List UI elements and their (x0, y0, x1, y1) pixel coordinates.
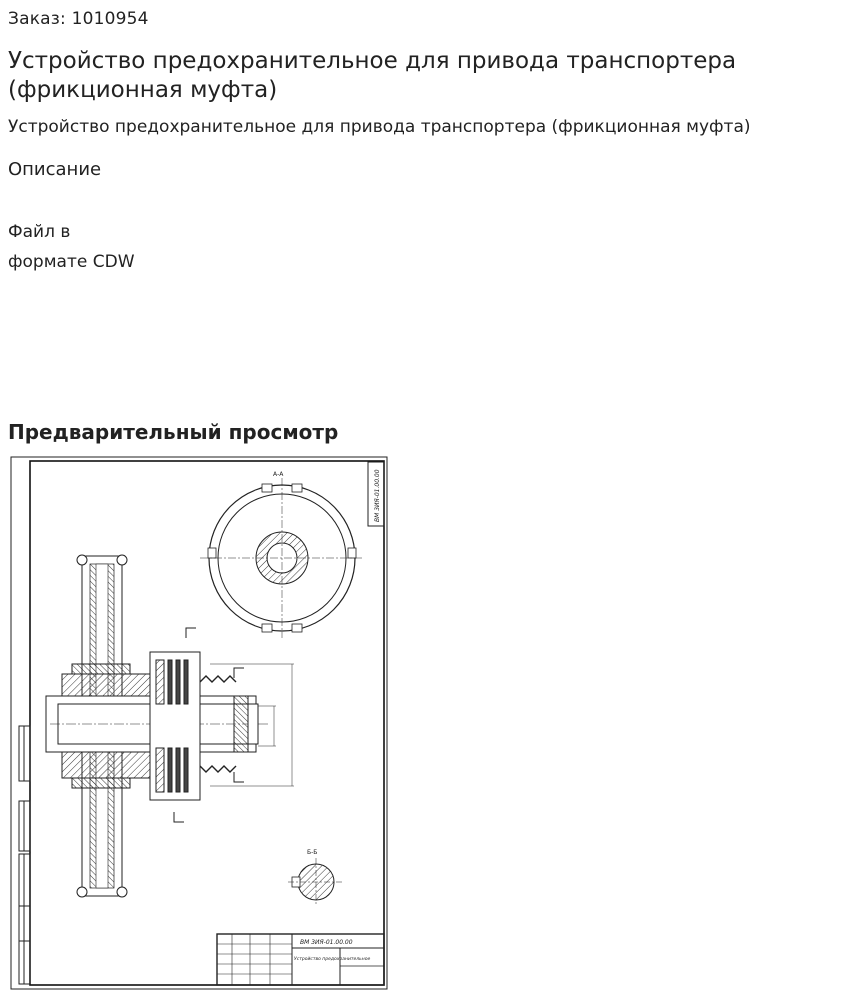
file-format-line-2: формате CDW (8, 252, 135, 272)
description-heading: Описание (8, 159, 102, 180)
order-number: Заказ: 1010954 (8, 9, 149, 29)
side-code-text: ВМ 3ИЯ-01.00.00 (374, 469, 381, 522)
stamp-name-text: Устройство предохранительное (294, 957, 371, 962)
preview-heading: Предварительный просмотр (8, 420, 339, 444)
drawing-preview-image[interactable] (10, 456, 388, 990)
product-subtitle: Устройство предохранительное для привода транспортера (фрикционная муфта) (8, 117, 751, 137)
product-title: Устройство предохранительное для привода транспортера (фрикционная муфта) (8, 48, 737, 103)
section-aa-label: А-А (273, 471, 284, 478)
file-format-line-1: Файл в (8, 222, 71, 242)
stamp-code-text: ВМ 3ИЯ-01.00.00 (300, 939, 353, 946)
section-bb-label: Б-Б (307, 849, 318, 856)
